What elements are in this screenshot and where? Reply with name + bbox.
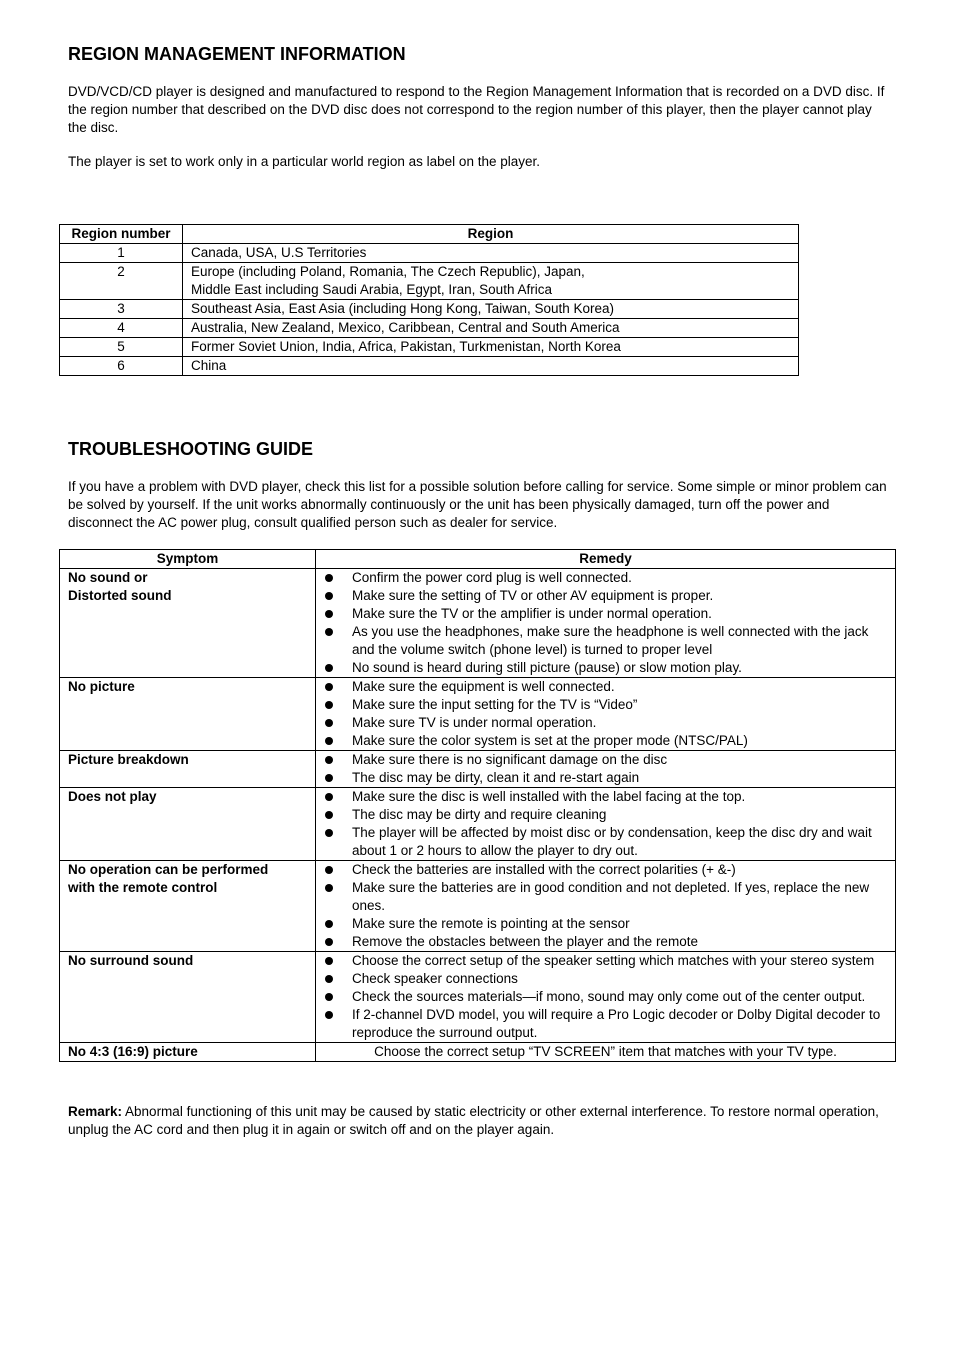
list-item	[324, 788, 887, 806]
table-row	[60, 244, 799, 263]
region-number-header: Region number	[60, 225, 183, 244]
bullet-icon	[325, 664, 333, 672]
troubleshooting-section-title: TROUBLESHOOTING GUIDE	[68, 439, 314, 459]
region-name-cell	[183, 244, 799, 263]
list-item	[324, 714, 887, 732]
region-header: Region	[183, 225, 799, 244]
region-name-cell	[183, 338, 799, 357]
list-item	[324, 569, 887, 587]
region-intro-paragraph: DVD/VCD/CD player is designed and manufactured to respond to the Region Management Information that is recorded on a DVD disc. If the region number that described on the DVD disc does not correspond to the region number of this player, then the player cannot play the disc.	[68, 84, 885, 135]
remedy-cell	[316, 678, 896, 751]
remedy-cell	[316, 861, 896, 952]
region-name-cell	[183, 357, 799, 376]
region-name-line: Former Soviet Union, India, Africa, Pakistan, Turkmenistan, North Korea	[191, 339, 621, 354]
table-row	[60, 263, 799, 300]
region-number-cell: 5	[60, 338, 183, 357]
bullet-icon	[325, 793, 333, 801]
symptom-cell	[60, 678, 316, 751]
list-item	[324, 751, 887, 769]
region-name-cell	[183, 263, 799, 300]
region-section-title: REGION MANAGEMENT INFORMATION	[68, 44, 406, 64]
region-note-paragraph: The player is set to work only in a particular world region as label on the player.	[68, 154, 540, 169]
remedy-list	[324, 788, 887, 860]
table-row	[60, 751, 896, 788]
remedy-text: Make sure the input setting for the TV is “Video”	[352, 697, 638, 712]
bullet-icon	[325, 719, 333, 727]
remedy-text: The disc may be dirty, clean it and re-start again	[352, 770, 640, 785]
troubleshooting-table	[59, 549, 896, 1062]
list-item	[324, 915, 887, 933]
remedy-text: Make sure the color system is set at the proper mode (NTSC/PAL)	[352, 733, 748, 748]
region-number-cell: 1	[60, 244, 183, 263]
troubleshooting-table-header	[60, 550, 896, 569]
table-row	[60, 678, 896, 751]
list-item	[324, 769, 887, 787]
symptom-cell	[60, 788, 316, 861]
remedy-text: If 2-channel DVD model, you will require a Pro Logic decoder or Dolby Digital decoder to reproduce the surround output.	[352, 1007, 881, 1040]
remedy-list	[324, 952, 887, 1042]
table-row	[60, 788, 896, 861]
region-name-cell	[183, 300, 799, 319]
symptom-line: Does not play	[68, 789, 157, 804]
remedy-text: The disc may be dirty and require cleaning	[352, 807, 607, 822]
table-row	[60, 1043, 896, 1062]
remedy-text: As you use the headphones, make sure the headphone is well connected with the jack and the volume switch (phone level) is turned to proper level	[352, 624, 869, 657]
remedy-text: Make sure TV is under normal operation.	[352, 715, 597, 730]
remedy-text: Make sure the equipment is well connected.	[352, 679, 615, 694]
region-name-line: Southeast Asia, East Asia (including Hong Kong, Taiwan, South Korea)	[191, 301, 615, 316]
list-item	[324, 678, 887, 696]
bullet-icon	[325, 1011, 333, 1019]
symptom-line: No operation can be performed	[68, 862, 269, 877]
bullet-icon	[325, 975, 333, 983]
symptom-line: Picture breakdown	[68, 752, 189, 767]
bullet-icon	[325, 628, 333, 636]
remedy-text: No sound is heard during still picture (pause) or slow motion play.	[352, 660, 742, 675]
region-number-cell: 6	[60, 357, 183, 376]
list-item	[324, 824, 887, 860]
region-number-cell: 3	[60, 300, 183, 319]
remedy-cell	[316, 751, 896, 788]
list-item	[324, 879, 887, 915]
symptom-line: No surround sound	[68, 953, 194, 968]
remedy-text: Check speaker connections	[352, 971, 518, 986]
region-table	[59, 224, 799, 376]
bullet-icon	[325, 993, 333, 1001]
remedy-cell: Choose the correct setup “TV SCREEN” item that matches with your TV type.	[316, 1043, 896, 1062]
list-item	[324, 988, 887, 1006]
troubleshooting-intro-paragraph: If you have a problem with DVD player, check this list for a possible solution before calling for service. Some simple or minor problem can be solved by yourself. If the unit works abnormally continuously or the unit has been physically damaged, turn off the power and disconnect the AC power plug, consult qualified person such as dealer for service.	[68, 479, 887, 530]
table-row	[60, 569, 896, 678]
region-number-cell: 4	[60, 319, 183, 338]
remedy-cell	[316, 952, 896, 1043]
table-row	[60, 861, 896, 952]
region-name-line: Europe (including Poland, Romania, The Czech Republic), Japan,	[191, 264, 585, 279]
symptom-header: Symptom	[60, 550, 316, 569]
symptom-cell	[60, 751, 316, 788]
list-item	[324, 806, 887, 824]
list-item	[324, 1006, 887, 1042]
symptom-cell	[60, 861, 316, 952]
remark-text: Abnormal functioning of this unit may be caused by static electricity or other external interference. To restore normal operation, unplug the AC cord and then plug it in again or switch off and on the player again.	[68, 1104, 879, 1137]
remedy-text: Make sure there is no significant damage on the disc	[352, 752, 668, 767]
symptom-line: with the remote control	[68, 880, 218, 895]
remedy-text: Make sure the batteries are in good condition and not depleted. If yes, replace the new ones.	[352, 880, 870, 913]
remedy-text: Choose the correct setup of the speaker setting which matches with your stereo system	[352, 953, 875, 968]
remark-label: Remark:	[68, 1104, 123, 1119]
region-table-body	[60, 244, 799, 376]
bullet-icon	[325, 866, 333, 874]
bullet-icon	[325, 574, 333, 582]
bullet-icon	[325, 774, 333, 782]
region-table-header	[60, 225, 799, 244]
remedy-text: Make sure the remote is pointing at the sensor	[352, 916, 630, 931]
symptom-line: No sound or	[68, 570, 148, 585]
list-item	[324, 861, 887, 879]
remedy-text: Check the batteries are installed with the correct polarities (+ &-)	[352, 862, 736, 877]
region-name-line: China	[191, 358, 227, 373]
list-item	[324, 696, 887, 714]
troubleshooting-table-body	[60, 569, 896, 1043]
list-item	[324, 587, 887, 605]
bullet-icon	[325, 701, 333, 709]
remark-paragraph	[68, 1103, 890, 1139]
remedy-header: Remedy	[316, 550, 896, 569]
remedy-list	[324, 678, 887, 750]
bullet-icon	[325, 811, 333, 819]
remedy-text: Make sure the setting of TV or other AV equipment is proper.	[352, 588, 714, 603]
remedy-list	[324, 861, 887, 951]
remedy-list	[324, 751, 887, 787]
remedy-text: Make sure the disc is well installed with the label facing at the top.	[352, 789, 746, 804]
bullet-icon	[325, 957, 333, 965]
bullet-icon	[325, 737, 333, 745]
bullet-icon	[325, 829, 333, 837]
region-number-cell: 2	[60, 263, 183, 300]
table-row	[60, 338, 799, 357]
bullet-icon	[325, 884, 333, 892]
bullet-icon	[325, 592, 333, 600]
list-item	[324, 970, 887, 988]
table-row	[60, 952, 896, 1043]
symptom-cell	[60, 569, 316, 678]
symptom-line: Distorted sound	[68, 588, 172, 603]
remedy-list	[324, 569, 887, 677]
remedy-text: Confirm the power cord plug is well connected.	[352, 570, 632, 585]
remedy-text: Make sure the TV or the amplifier is under normal operation.	[352, 606, 712, 621]
symptom-line: No picture	[68, 679, 135, 694]
bullet-icon	[325, 756, 333, 764]
list-item	[324, 623, 887, 659]
list-item	[324, 952, 887, 970]
list-item	[324, 732, 887, 750]
list-item	[324, 933, 887, 951]
bullet-icon	[325, 938, 333, 946]
symptom-cell: No 4:3 (16:9) picture	[60, 1043, 316, 1062]
bullet-icon	[325, 610, 333, 618]
list-item	[324, 605, 887, 623]
bullet-icon	[325, 920, 333, 928]
remedy-text: Remove the obstacles between the player and the remote	[352, 934, 698, 949]
bullet-icon	[325, 683, 333, 691]
table-row	[60, 357, 799, 376]
region-name-cell	[183, 319, 799, 338]
remedy-cell	[316, 569, 896, 678]
remedy-text: The player will be affected by moist disc or by condensation, keep the disc dry and wait about 1 or 2 hours to allow the player to dry out.	[352, 825, 872, 858]
region-name-line: Australia, New Zealand, Mexico, Caribbean, Central and South America	[191, 320, 620, 335]
remedy-text: Check the sources materials—if mono, sound may only come out of the center output.	[352, 989, 866, 1004]
symptom-cell	[60, 952, 316, 1043]
list-item	[324, 659, 887, 677]
remedy-cell	[316, 788, 896, 861]
table-row	[60, 319, 799, 338]
region-name-line: Canada, USA, U.S Territories	[191, 245, 367, 260]
table-row	[60, 300, 799, 319]
region-name-line: Middle East including Saudi Arabia, Egypt, Iran, South Africa	[191, 282, 552, 297]
